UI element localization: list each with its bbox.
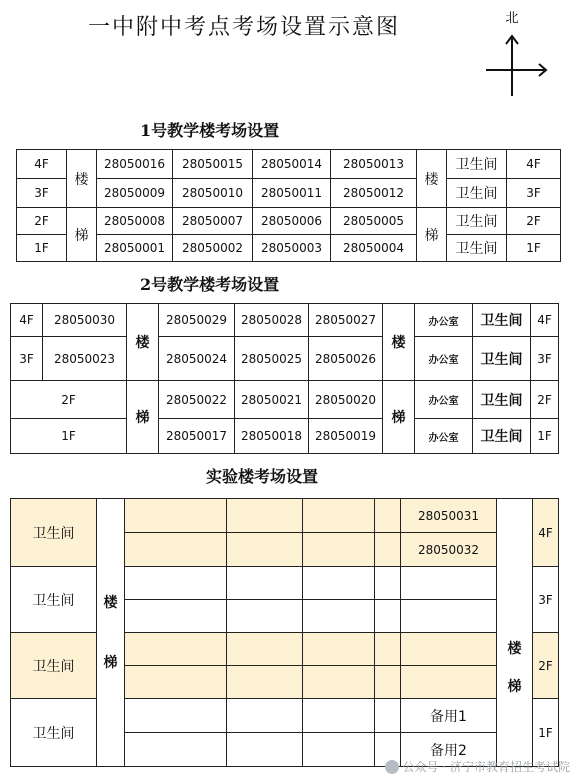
- b2-floor-1f: 1F: [11, 419, 127, 454]
- lab-cell: [125, 499, 227, 533]
- lab-cell: [227, 567, 303, 600]
- b1-floor-1f: 1F: [17, 235, 67, 262]
- lab-cell: [375, 633, 401, 666]
- b1-room: 28050012: [331, 179, 417, 208]
- b2-floor-4f: 4F: [11, 304, 43, 337]
- b1-room: 28050014: [253, 150, 331, 179]
- building1-title: 1号教学楼考场设置: [140, 121, 280, 140]
- lab-room-4f-2: 28050032: [401, 533, 497, 567]
- lab-cell: [227, 499, 303, 533]
- lab-cell: [303, 600, 375, 633]
- building2-table: [10, 303, 559, 454]
- lab-cell: [303, 567, 375, 600]
- lab-title: 实验楼考场设置: [206, 467, 319, 486]
- lab-cell: [375, 533, 401, 567]
- lab-cell: [227, 733, 303, 767]
- b2-restroom: 卫生间: [473, 381, 531, 419]
- b2-floor-3f-right: 3F: [531, 337, 559, 381]
- building1-table: [16, 149, 561, 262]
- lab-cell: [303, 533, 375, 567]
- b2-room: 28050018: [235, 419, 309, 454]
- lab-floor-3f: 3F: [533, 567, 559, 633]
- b2-office: 办公室: [415, 304, 473, 337]
- lab-cell: [227, 666, 303, 699]
- b1-room: 28050015: [173, 150, 253, 179]
- b1-stair-right-bottom: 梯: [417, 208, 447, 262]
- b2-stair-left-bottom: 梯: [127, 381, 159, 454]
- lab-floor-2f: 2F: [533, 633, 559, 699]
- b2-room: 28050017: [159, 419, 235, 454]
- lab-stair-right: [497, 499, 533, 767]
- page-title: 一中附中考点考场设置示意图: [88, 15, 401, 40]
- lab-spare-1: 备用1: [401, 699, 497, 733]
- lab-restroom-3f: 卫生间: [11, 567, 97, 633]
- lab-table: [10, 498, 559, 767]
- lab-cell: [303, 499, 375, 533]
- b1-room: 28050013: [331, 150, 417, 179]
- b2-room: 28050020: [309, 381, 383, 419]
- b1-restroom: 卫生间: [447, 208, 507, 235]
- b1-restroom: 卫生间: [447, 150, 507, 179]
- b2-room-left: 28050023: [43, 337, 127, 381]
- b2-floor-2f-right: 2F: [531, 381, 559, 419]
- lab-cell: [227, 533, 303, 567]
- lab-cell: [375, 600, 401, 633]
- b1-room: 28050010: [173, 179, 253, 208]
- b2-restroom: 卫生间: [473, 419, 531, 454]
- lab-cell: [125, 567, 227, 600]
- b1-floor-2f: 2F: [17, 208, 67, 235]
- lab-cell: [375, 699, 401, 733]
- lab-stair-left-1: 楼: [103, 594, 118, 611]
- lab-cell: [303, 633, 375, 666]
- b2-room: 28050028: [235, 304, 309, 337]
- b2-room: 28050025: [235, 337, 309, 381]
- b1-room: 28050002: [173, 235, 253, 262]
- building2-title: 2号教学楼考场设置: [140, 275, 280, 294]
- lab-cell: [401, 666, 497, 699]
- lab-restroom-4f: 卫生间: [11, 499, 97, 567]
- b2-room: 28050024: [159, 337, 235, 381]
- lab-cell: [125, 600, 227, 633]
- b1-room: 28050008: [97, 208, 173, 235]
- b1-room: 28050016: [97, 150, 173, 179]
- lab-stair-right-2: 梯: [507, 678, 522, 695]
- lab-restroom-2f: 卫生间: [11, 633, 97, 699]
- b1-room: 28050003: [253, 235, 331, 262]
- b1-room: 28050006: [253, 208, 331, 235]
- lab-cell: [125, 699, 227, 733]
- b1-floor-4f: 4F: [17, 150, 67, 179]
- lab-cell: [401, 600, 497, 633]
- b1-restroom: 卫生间: [447, 235, 507, 262]
- b1-room: 28050004: [331, 235, 417, 262]
- b2-room: 28050019: [309, 419, 383, 454]
- b2-office: 办公室: [415, 419, 473, 454]
- watermark-text: 公众号 · 济宁市教育招生考试院: [402, 760, 570, 774]
- b1-floor-2f-right: 2F: [507, 208, 561, 235]
- b2-room: 28050021: [235, 381, 309, 419]
- lab-cell: [303, 733, 375, 767]
- b1-floor-1f-right: 1F: [507, 235, 561, 262]
- b1-room: 28050009: [97, 179, 173, 208]
- lab-stair-left-2: 梯: [103, 654, 118, 671]
- b2-stair-left-top: 楼: [127, 304, 159, 381]
- b2-stair-right-bottom: 梯: [383, 381, 415, 454]
- lab-cell: [227, 633, 303, 666]
- b1-floor-4f-right: 4F: [507, 150, 561, 179]
- b1-stair-left-bottom: 梯: [67, 208, 97, 262]
- b1-room: 28050005: [331, 208, 417, 235]
- b2-floor-2f: 2F: [11, 381, 127, 419]
- lab-stair-right-1: 楼: [507, 640, 522, 657]
- lab-floor-1f: 1F: [533, 699, 559, 767]
- b2-office: 办公室: [415, 381, 473, 419]
- lab-cell: [227, 699, 303, 733]
- b2-floor-3f: 3F: [11, 337, 43, 381]
- lab-room-4f-1: 28050031: [401, 499, 497, 533]
- b1-floor-3f-right: 3F: [507, 179, 561, 208]
- b2-room: 28050022: [159, 381, 235, 419]
- lab-cell: [401, 633, 497, 666]
- b1-restroom: 卫生间: [447, 179, 507, 208]
- watermark: [385, 758, 570, 775]
- lab-cell: [303, 699, 375, 733]
- lab-cell: [227, 600, 303, 633]
- lab-stair-left: [97, 499, 125, 767]
- b1-room: 28050001: [97, 235, 173, 262]
- b2-office: 办公室: [415, 337, 473, 381]
- lab-cell: [125, 733, 227, 767]
- b2-room: 28050027: [309, 304, 383, 337]
- lab-spare-2: 备用2: [401, 733, 497, 767]
- lab-cell: [401, 567, 497, 600]
- lab-cell: [303, 666, 375, 699]
- lab-cell: [375, 567, 401, 600]
- b2-room: 28050029: [159, 304, 235, 337]
- b1-room: 28050011: [253, 179, 331, 208]
- b1-stair-left-top: 楼: [67, 150, 97, 208]
- compass-icon: [484, 8, 548, 100]
- lab-cell: [125, 666, 227, 699]
- lab-cell: [375, 666, 401, 699]
- lab-cell: [125, 633, 227, 666]
- lab-floor-4f: 4F: [533, 499, 559, 567]
- compass-north-label: 北: [505, 11, 519, 26]
- b2-stair-right-top: 楼: [383, 304, 415, 381]
- b1-stair-right-top: 楼: [417, 150, 447, 208]
- b2-restroom: 卫生间: [473, 304, 531, 337]
- b2-room: 28050026: [309, 337, 383, 381]
- b2-restroom: 卫生间: [473, 337, 531, 381]
- b1-floor-3f: 3F: [17, 179, 67, 208]
- lab-restroom-1f: 卫生间: [11, 699, 97, 767]
- b2-room-left: 28050030: [43, 304, 127, 337]
- lab-cell: [375, 499, 401, 533]
- b2-floor-4f-right: 4F: [531, 304, 559, 337]
- b2-floor-1f-right: 1F: [531, 419, 559, 454]
- wechat-icon: [385, 760, 399, 774]
- lab-cell: [125, 533, 227, 567]
- b1-room: 28050007: [173, 208, 253, 235]
